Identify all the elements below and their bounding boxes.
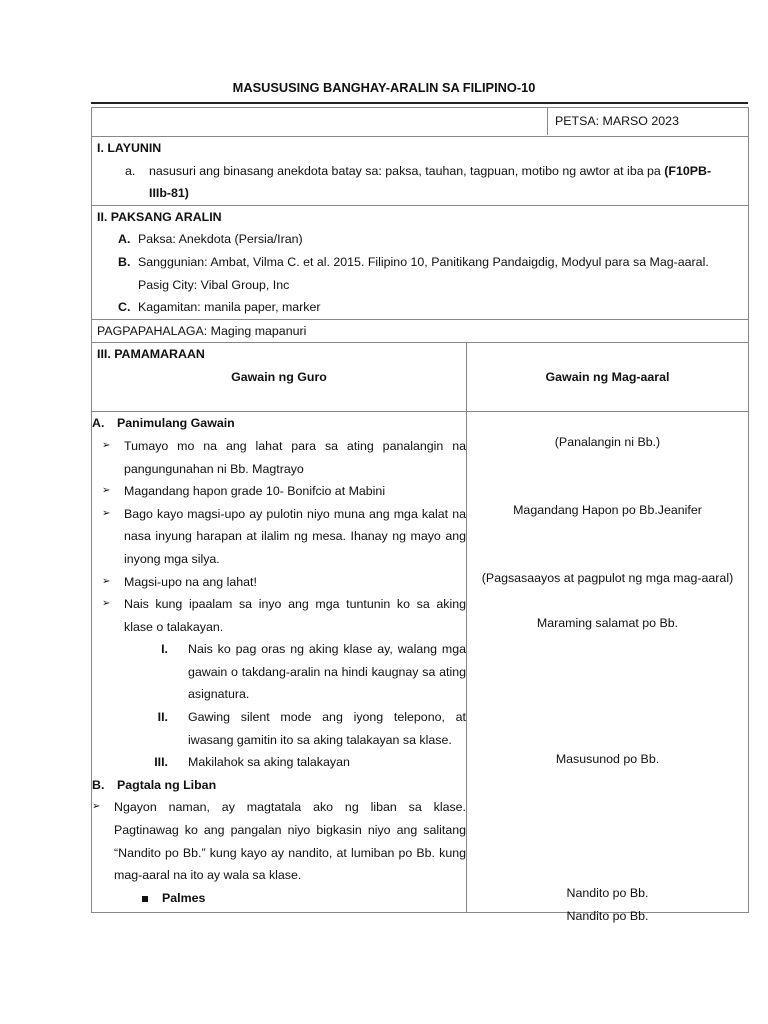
layunin-code: (F10PB-IIIb-81) [149,163,712,201]
response-magandang-hapon: Magandang Hapon po Bb.Jeanifer [513,503,702,518]
panimula-item-2: Magandang hapon grade 10- Bonifcio at Mabini [124,484,386,499]
rule-item [92,638,466,706]
layunin-mark: a. [125,163,136,178]
response-masusunod: Masusunod po Bb. [555,752,660,767]
col-guro-heading: Gawain ng Guro [231,369,327,384]
panimula-label: Panimulang Gawain [117,416,235,431]
paksang-aralin-heading: II. PAKSANG ARALIN [97,209,222,224]
arrow-bullet-icon: ➢ [102,575,111,587]
paksa-mark: A. [118,232,131,247]
panimula-item-3: Bago kayo magsi-upo ay pulotin niyo muna ang mga kalat na nasa inyung harapan at ilalim ng mesa. Ihanay ng mayo ang inyong mga silya. [124,506,466,566]
arrow-bullet-icon: ➢ [102,439,111,451]
rule-text: Makilahok sa aking talakayan [188,755,350,770]
student-responses [467,412,749,924]
pagpapahalaga-text: PAGPAPAHALAGA: Maging mapanuri [92,319,749,343]
layunin-objective [149,160,730,205]
date-cell: PETSA: MARSO 2023 [547,108,747,135]
paksa-text: Paksa: Anekdota (Persia/Iran) [138,232,303,247]
paksang-aralin-row [92,205,749,319]
square-bullet-icon [142,896,148,902]
col-magaaral-heading: Gawain ng Mag-aaral [545,369,670,384]
pamamaraan-header-row [92,343,749,412]
response-panalangin: (Panalangin ni Bb.) [554,435,661,450]
pamamaraan-heading: III. PAMAMARAAN [97,347,205,362]
list-item [92,435,466,480]
response-nandito-2: Nandito po Bb. [566,909,649,924]
kagamitan-text: Kagamitan: manila paper, marker [138,300,321,315]
list-item [92,571,466,594]
title-rule [91,102,748,104]
arrow-bullet-icon: ➢ [102,598,111,610]
arrow-bullet-icon: ➢ [102,507,111,519]
layunin-text: nasusuri ang binasang anekdota batay sa: paksa, tauhan, tagpuan, motibo ng awtor at iba pa [149,163,661,178]
kagamitan-mark: C. [118,300,131,315]
panimula-item-1: Tumayo mo na ang lahat para sa ating panalangin na pangungunahan ni Bb. Magtrayo [124,438,466,476]
sanggunian-text: Sanggunian: Ambat, Vilma C. et al. 2015. Filipino 10, Panitikang Pandaigdig, Modyul para sa Mag-aaral. Pasig City: Vibal Group, Inc [138,254,709,292]
response-nandito-1: Nandito po Bb. [566,886,649,901]
arrow-bullet-icon: ➢ [102,485,111,497]
rule-text: Gawing silent mode ang iyong telepono, at iwasang gamitin ito sa aking talakayan sa klase. [188,710,466,747]
panimula-item-4: Magsi-upo na ang lahat! [124,574,257,589]
date-row [92,108,749,137]
rule-mark: II. [157,710,168,725]
pagtala-text: Ngayon naman, ay magtatala ako ng liban sa klase. Pagtinawag ko ang pangalan niyo bigkasin niyo ang salitang “Nandito po Bb.” kung kayo ay nandito, at lumiban po Bb. kung mag-aaral na ito ay wala sa klase. [114,800,466,883]
layunin-row [92,137,749,206]
rule-text: Nais ko pag oras ng aking klase ay, walang mga gawain o takdang-aralin na hindi kaugnay sa ating asignatura. [188,642,466,702]
rule-mark: III. [154,755,168,770]
sanggunian-mark: B. [118,254,131,269]
pagpapahalaga-row [92,319,749,343]
list-item [92,503,466,571]
list-item [92,480,466,503]
layunin-heading: I. LAYUNIN [97,141,162,155]
lesson-plan-table [91,107,749,924]
response-salamat: Maraming salamat po Bb. [536,616,679,631]
pagtala-label: Pagtala ng Liban [117,777,217,792]
panimula-mark: A. [92,416,105,431]
panimula-item-5: Nais kung ipaalam sa inyo ang mga tuntunin ko sa aking klase o talakayan. [124,597,466,634]
pagtala-mark: B. [92,777,105,792]
list-item [92,593,466,638]
response-pagsasaayos: (Pagsasaayos at pagpulot ng mga mag-aaral) [481,571,734,586]
rule-mark: I. [161,642,168,657]
list-item [92,796,466,886]
document-title: MASUSUSING BANGHAY-ARALIN SA FILIPINO-10 [232,80,536,95]
rule-item [92,706,466,751]
arrow-bullet-icon: ➢ [92,801,101,813]
pamamaraan-body-row [92,412,749,913]
rule-item [92,751,466,774]
palmes-item [92,887,466,910]
palmes-label: Palmes [162,890,206,905]
